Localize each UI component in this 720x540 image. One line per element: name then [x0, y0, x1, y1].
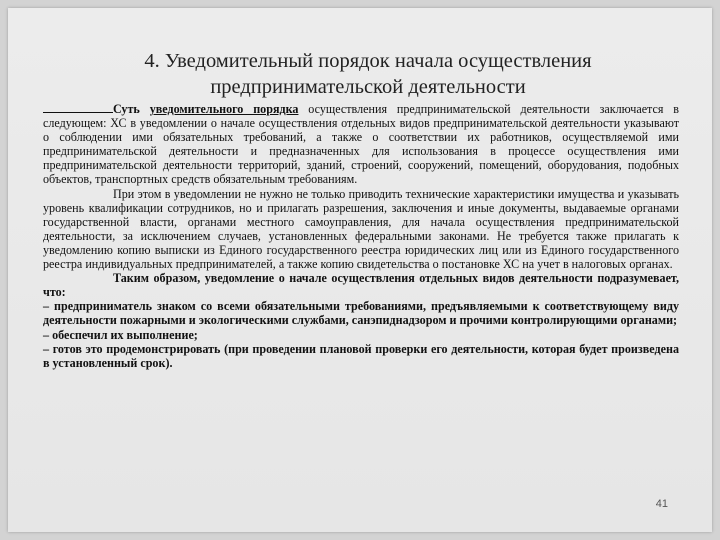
p1-rest: осуществления предпринимательской деятельности заключается в следующем: ХС в уведомлении о начале осуществления отдельных видов предпринимательской деятельности указывают о соблюдении ими обязательных требований, а также о соответствии их работников, осуществляемой ими предпринимательской деятельности и предназначенных для использования в процессе осуществления ими предпринимательской деятельности территорий, зданий, строений, сооружений, помещений, оборудования, подобных объектов, транспортных средств обязательным требованиям.: [43, 102, 679, 187]
paragraph-1: [43, 102, 679, 187]
p1-lead: Суть: [113, 102, 150, 116]
bullet-3: – готов это продемонстрировать (при проведении плановой проверки его деятельности, которая будет произведена в установленный срок).: [43, 341, 679, 370]
title-line-2: предпринимательской деятельности: [210, 76, 526, 98]
title-line-1: 4. Уведомительный порядок начала осуществления: [144, 50, 592, 72]
bullet-2: – обеспечил их выполнение;: [43, 327, 198, 342]
page-number: 41: [655, 498, 668, 510]
paragraph-3: Таким образом, уведомление о начале осуществления отдельных видов деятельности подразумевает, что:: [43, 271, 679, 300]
slide-body: [43, 102, 679, 370]
paragraph-indent-line: [43, 102, 113, 113]
p1-underlined-term: уведомительного порядка: [149, 102, 299, 116]
slide: [8, 8, 712, 532]
slide-title: [48, 48, 688, 100]
bullet-1: – предприниматель знаком со всеми обязательными требованиями, предъявляемыми к соответствующему виду деятельности пожарными и экологическими службами, санэпиднадзором и прочими контролирующими органами;: [43, 299, 679, 328]
paragraph-2: При этом в уведомлении не нужно не только приводить технические характеристики имущества и указывать уровень квалификации сотрудников, но и прилагать разрешения, заключения и иные документы, выдаваемые органами государственной власти, органами местного самоуправления, для начала осуществления предпринимательской деятельности, за исключением случаев, установленных федеральными законами. Не требуется также прилагать к уведомлению копию выписки из Единого государственного реестра юридических лиц или из Единого государственного реестра индивидуальных предпринимателей, а также копию свидетельства о постановке ХС на учет в налоговых органах.: [43, 186, 679, 272]
